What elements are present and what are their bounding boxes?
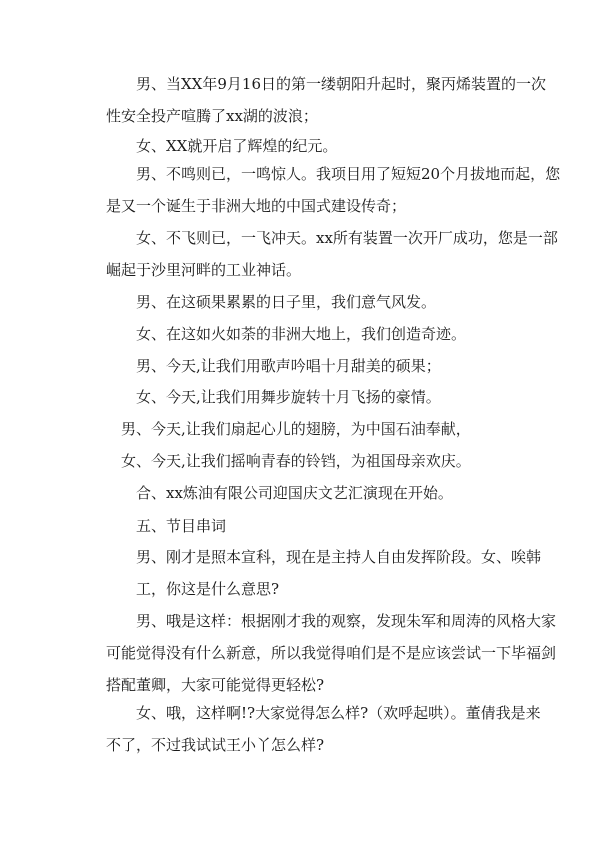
text-line: 女、今天,让我们摇响青春的铃铛，为祖国母亲欢庆。 (106, 452, 471, 470)
text-line: 男、今天,让我们扇起心儿的翅膀，为中国石油奉献， (106, 420, 471, 438)
paragraph-1 (106, 68, 546, 132)
text-line: 女、哦，这样啊!?大家觉得怎么样?（欢呼起哄）。董倩我是来 (106, 704, 541, 722)
paragraph-9 (106, 413, 526, 445)
paragraph-6 (106, 318, 526, 350)
text-line: 女、今天,让我们用舞步旋转十月飞扬的豪情。 (106, 388, 441, 406)
paragraph-7 (106, 350, 526, 382)
text-line: 合、xx炼油有限公司迎国庆文艺汇演现在开始。 (106, 484, 453, 502)
paragraph-15 (106, 697, 541, 761)
text-line: 男、当XX年9月16日的第一缕朝阳升起时，聚丙烯装置的一次 (106, 75, 546, 93)
paragraph-3 (106, 158, 561, 222)
paragraph-14 (106, 605, 557, 701)
text-line: 男、不鸣则已，一鸣惊人。我项目用了短短20个月拔地而起，您 (106, 165, 561, 183)
text-line: 女、在这如火如荼的非洲大地上，我们创造奇迹。 (106, 325, 467, 343)
text-line: 男、哦是这样：根据刚才我的观察，发现朱军和周涛的风格大家 (106, 612, 557, 630)
paragraph-13 (106, 541, 542, 605)
text-line: 可能觉得没有什么新意，所以我觉得咱们是不是应该尝试一下毕福剑 (106, 644, 557, 662)
paragraph-10 (106, 445, 526, 477)
text-line: 五、节目串词 (106, 517, 227, 535)
paragraph-11 (106, 477, 526, 509)
paragraph-5 (106, 286, 526, 318)
section-heading (106, 510, 526, 542)
text-line: 男、在这硕果累累的日子里，我们意气风发。 (106, 293, 437, 311)
text-line: 不了，不过我试试王小丫怎么样? (106, 736, 325, 754)
text-line: 崛起于沙里河畔的工业神话。 (106, 261, 302, 279)
text-line: 性安全投产喧腾了xx湖的波浪； (106, 107, 318, 125)
text-line: 女、XX就开启了辉煌的纪元。 (106, 137, 338, 155)
text-line: 女、不飞则已，一飞冲天。xx所有装置一次开厂成功，您是一部 (106, 229, 558, 247)
text-line: 男、刚才是照本宣科，现在是主持人自由发挥阶段。女、唉韩 (106, 548, 542, 566)
paragraph-8 (106, 381, 526, 413)
text-line: 是又一个诞生于非洲大地的中国式建设传奇； (106, 197, 407, 215)
paragraph-4 (106, 222, 558, 286)
text-line: 工，你这是什么意思? (106, 580, 280, 598)
text-line: 搭配董卿，大家可能觉得更轻松? (106, 676, 325, 694)
text-line: 男、今天,让我们用歌声吟唱十月甜美的硕果； (106, 357, 441, 375)
